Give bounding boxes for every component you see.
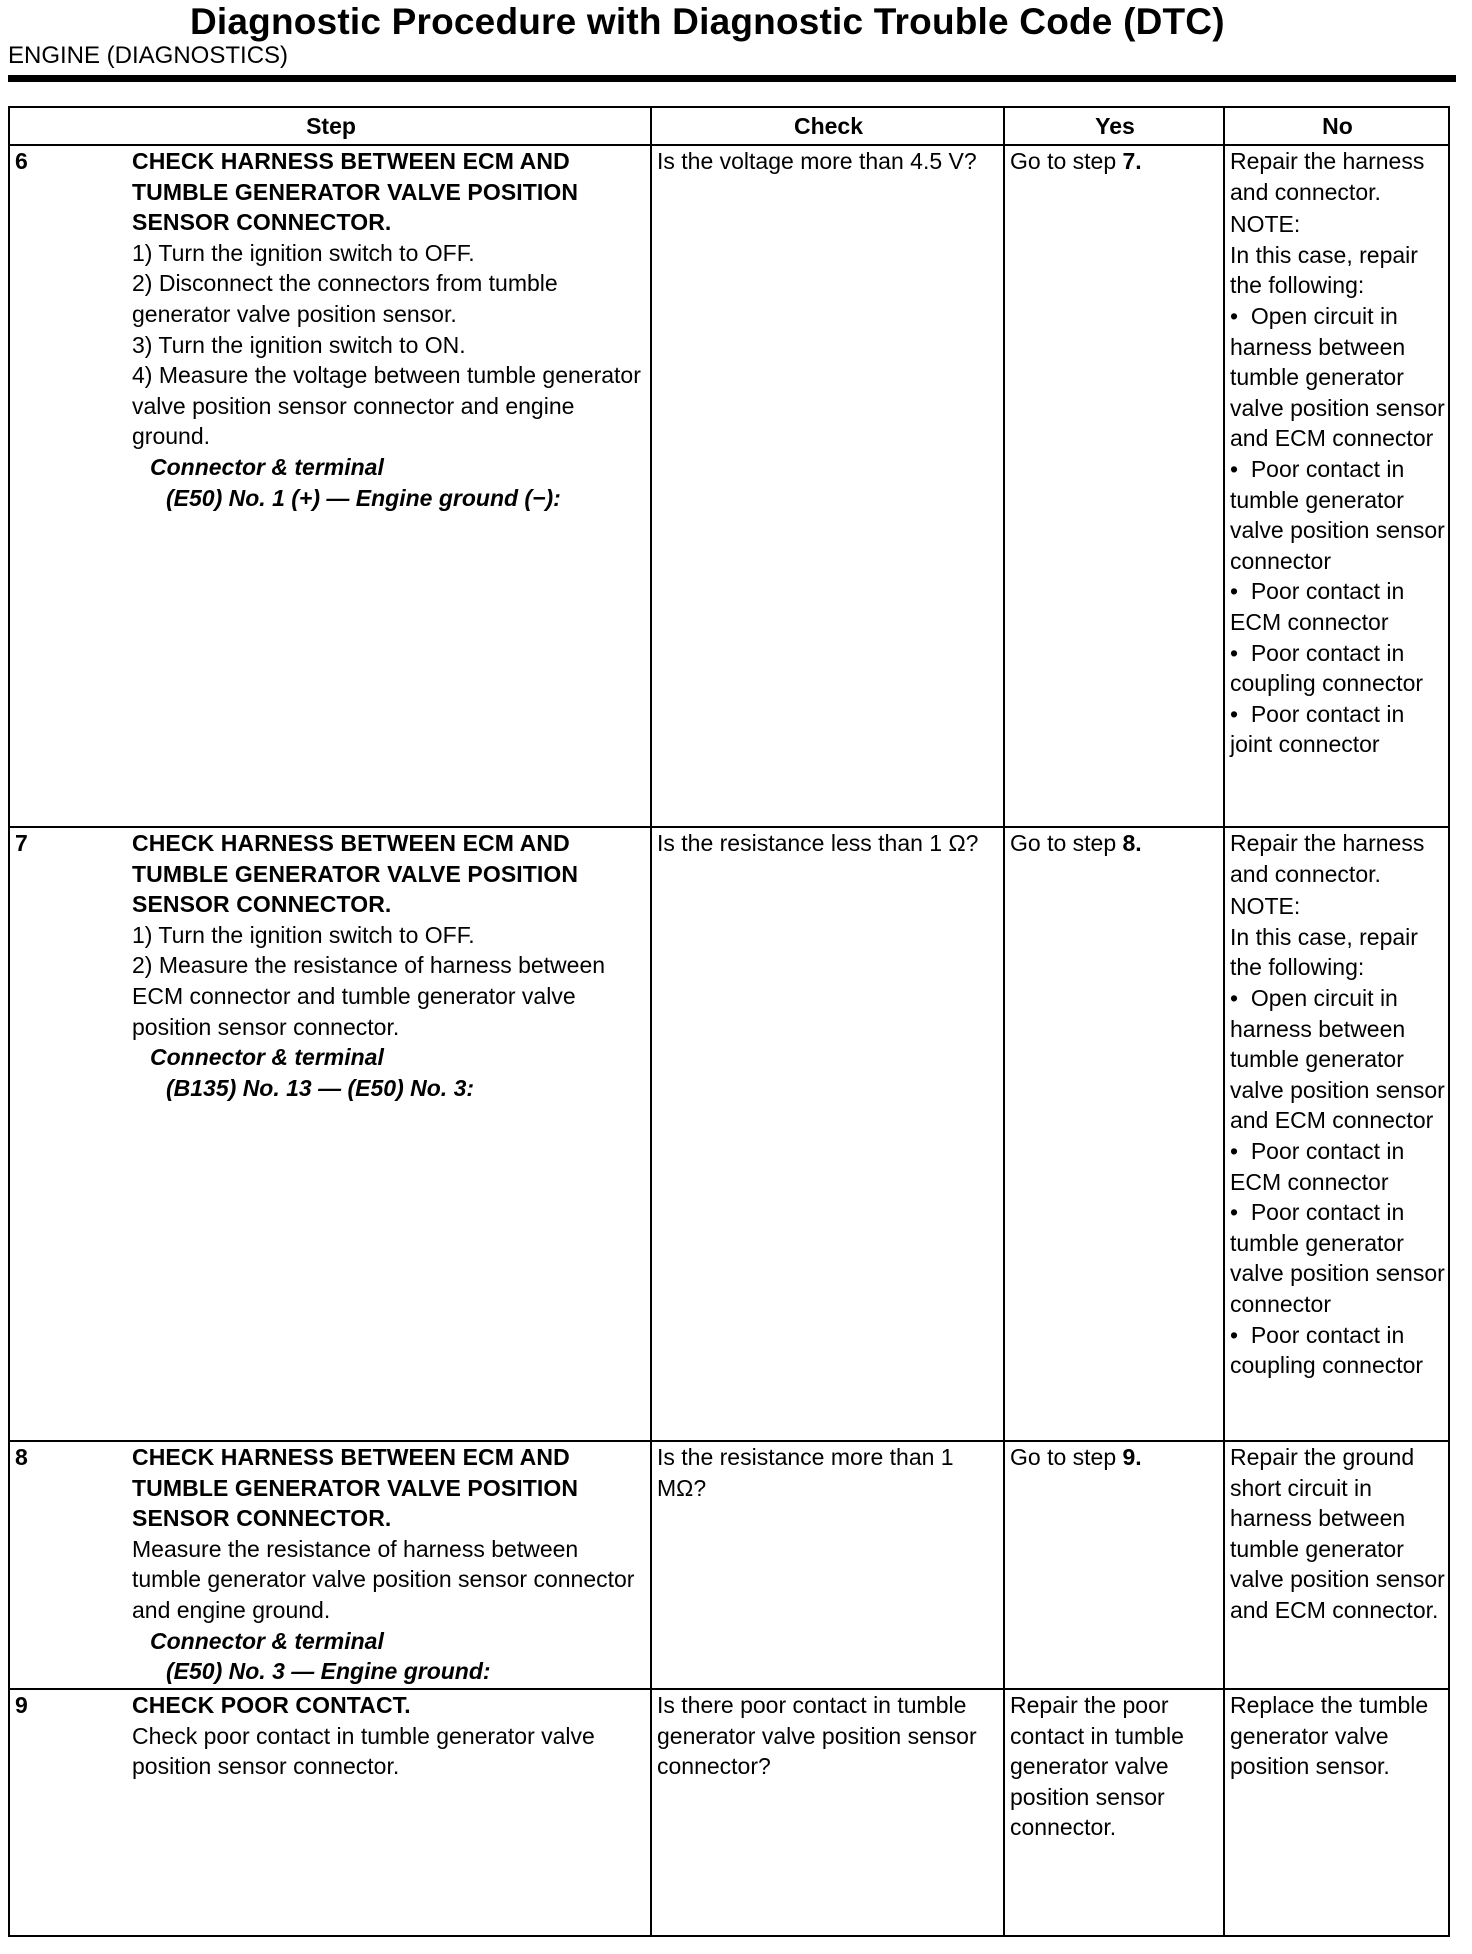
yes-text: Go to step <box>1010 1444 1123 1470</box>
step-heading: CHECK HARNESS BETWEEN ECM AND TUMBLE GENERATOR VALVE POSITION SENSOR CONNECTOR. <box>132 148 579 236</box>
yes-cell <box>1004 1441 1224 1689</box>
note-bullet: • Poor contact in ECM connector <box>1230 1136 1445 1197</box>
step-body <box>132 1442 647 1687</box>
check-question: Is the resistance less than 1 Ω? <box>657 830 979 856</box>
column-header-no: No <box>1224 107 1449 145</box>
note-bullet: • Poor contact in coupling connector <box>1230 638 1445 699</box>
check-question: Is there poor contact in tumble generator valve position sensor connector? <box>657 1692 977 1780</box>
check-cell <box>651 145 1004 827</box>
step-instruction: Check poor contact in tumble generator valve position sensor connector. <box>132 1722 595 1780</box>
check-cell <box>651 1441 1004 1689</box>
step-instruction: 1) Turn the ignition switch to OFF. <box>132 921 475 948</box>
note-bullet: • Poor contact in tumble generator valve position sensor connector <box>1230 454 1445 576</box>
page-subtitle: ENGINE (DIAGNOSTICS) <box>8 42 289 69</box>
check-cell <box>651 827 1004 1441</box>
table-row <box>9 1441 1449 1689</box>
step-instruction: 3) Turn the ignition switch to ON. <box>132 331 466 358</box>
step-cell <box>9 827 651 1441</box>
step-cell <box>9 1689 651 1936</box>
step-heading: CHECK HARNESS BETWEEN ECM AND TUMBLE GENERATOR VALVE POSITION SENSOR CONNECTOR. <box>132 830 579 918</box>
yes-text: Repair the poor contact in tumble generator valve position sensor connector. <box>1010 1692 1184 1841</box>
step-body <box>132 1690 647 1782</box>
note-bullet: • Open circuit in harness between tumble generator valve position sensor and ECM connector <box>1230 983 1445 1136</box>
connector-terminal-spec: (E50) No. 1 (+) — Engine ground (−): <box>166 484 561 511</box>
note-label: NOTE: <box>1230 893 1301 920</box>
step-body <box>132 828 647 1103</box>
column-header-yes: Yes <box>1004 107 1224 145</box>
yes-step-ref: 7. <box>1122 148 1142 174</box>
step-number: 8 <box>15 1444 28 1470</box>
no-cell <box>1224 827 1449 1441</box>
note-intro: In this case, repair the following: <box>1230 241 1418 299</box>
step-number: 7 <box>15 830 28 856</box>
step-instruction: 2) Disconnect the connectors from tumble generator valve position sensor. <box>132 270 558 327</box>
note-bullet: • Open circuit in harness between tumble generator valve position sensor and ECM connector <box>1230 301 1445 454</box>
step-number: 6 <box>15 148 28 174</box>
no-action: Repair the ground short circuit in harness between tumble generator valve position sensor and ECM connector. <box>1230 1444 1445 1623</box>
step-number: 9 <box>15 1692 28 1718</box>
yes-step-ref: 8. <box>1122 830 1142 856</box>
connector-terminal-label: Connector & terminal <box>150 453 384 480</box>
yes-cell <box>1004 1689 1224 1936</box>
yes-cell <box>1004 145 1224 827</box>
step-instruction: Measure the resistance of harness between tumble generator valve position sensor connector and engine ground. <box>132 1535 635 1623</box>
page-title: Diagnostic Procedure with Diagnostic Trouble Code (DTC) <box>190 1 1225 42</box>
check-cell <box>651 1689 1004 1936</box>
table-header-row <box>9 107 1449 145</box>
no-cell <box>1224 1689 1449 1936</box>
check-question: Is the resistance more than 1 MΩ? <box>657 1444 954 1501</box>
table-row <box>9 827 1449 1441</box>
table-row <box>9 145 1449 827</box>
note-intro: In this case, repair the following: <box>1230 923 1418 981</box>
note-bullet: • Poor contact in ECM connector <box>1230 576 1445 637</box>
connector-terminal-spec: (B135) No. 13 — (E50) No. 3: <box>166 1074 475 1101</box>
no-cell <box>1224 145 1449 827</box>
column-header-check: Check <box>651 107 1004 145</box>
step-heading: CHECK HARNESS BETWEEN ECM AND TUMBLE GENERATOR VALVE POSITION SENSOR CONNECTOR. <box>132 1444 579 1532</box>
note-bullet: • Poor contact in joint connector <box>1230 699 1445 760</box>
no-cell <box>1224 1441 1449 1689</box>
yes-text: Go to step <box>1010 830 1123 856</box>
dtc-procedure-table <box>8 106 1450 1937</box>
no-action: Repair the harness and connector. <box>1230 148 1425 205</box>
table-row <box>9 1689 1449 1936</box>
connector-terminal-spec: (E50) No. 3 — Engine ground: <box>166 1658 491 1685</box>
step-instruction: 1) Turn the ignition switch to OFF. <box>132 239 475 266</box>
check-question: Is the voltage more than 4.5 V? <box>657 148 977 174</box>
note-label: NOTE: <box>1230 211 1301 238</box>
step-instruction: 2) Measure the resistance of harness between ECM connector and tumble generator valve position sensor connector. <box>132 952 606 1040</box>
connector-terminal-label: Connector & terminal <box>150 1044 384 1071</box>
note-bullet: • Poor contact in tumble generator valve position sensor connector <box>1230 1197 1445 1319</box>
step-cell <box>9 1441 651 1689</box>
step-cell <box>9 145 651 827</box>
yes-step-ref: 9. <box>1122 1444 1142 1470</box>
step-instruction: 4) Measure the voltage between tumble generator valve position sensor connector and engine ground. <box>132 362 641 450</box>
no-action: Replace the tumble generator valve position sensor. <box>1230 1692 1429 1780</box>
no-action: Repair the harness and connector. <box>1230 830 1425 887</box>
step-body <box>132 146 647 513</box>
yes-cell <box>1004 827 1224 1441</box>
connector-terminal-label: Connector & terminal <box>150 1627 384 1654</box>
yes-text: Go to step <box>1010 148 1123 174</box>
title-rule <box>8 75 1456 82</box>
note-bullet: • Poor contact in coupling connector <box>1230 1320 1445 1381</box>
column-header-step: Step <box>9 107 651 145</box>
step-heading: CHECK POOR CONTACT. <box>132 1692 411 1718</box>
